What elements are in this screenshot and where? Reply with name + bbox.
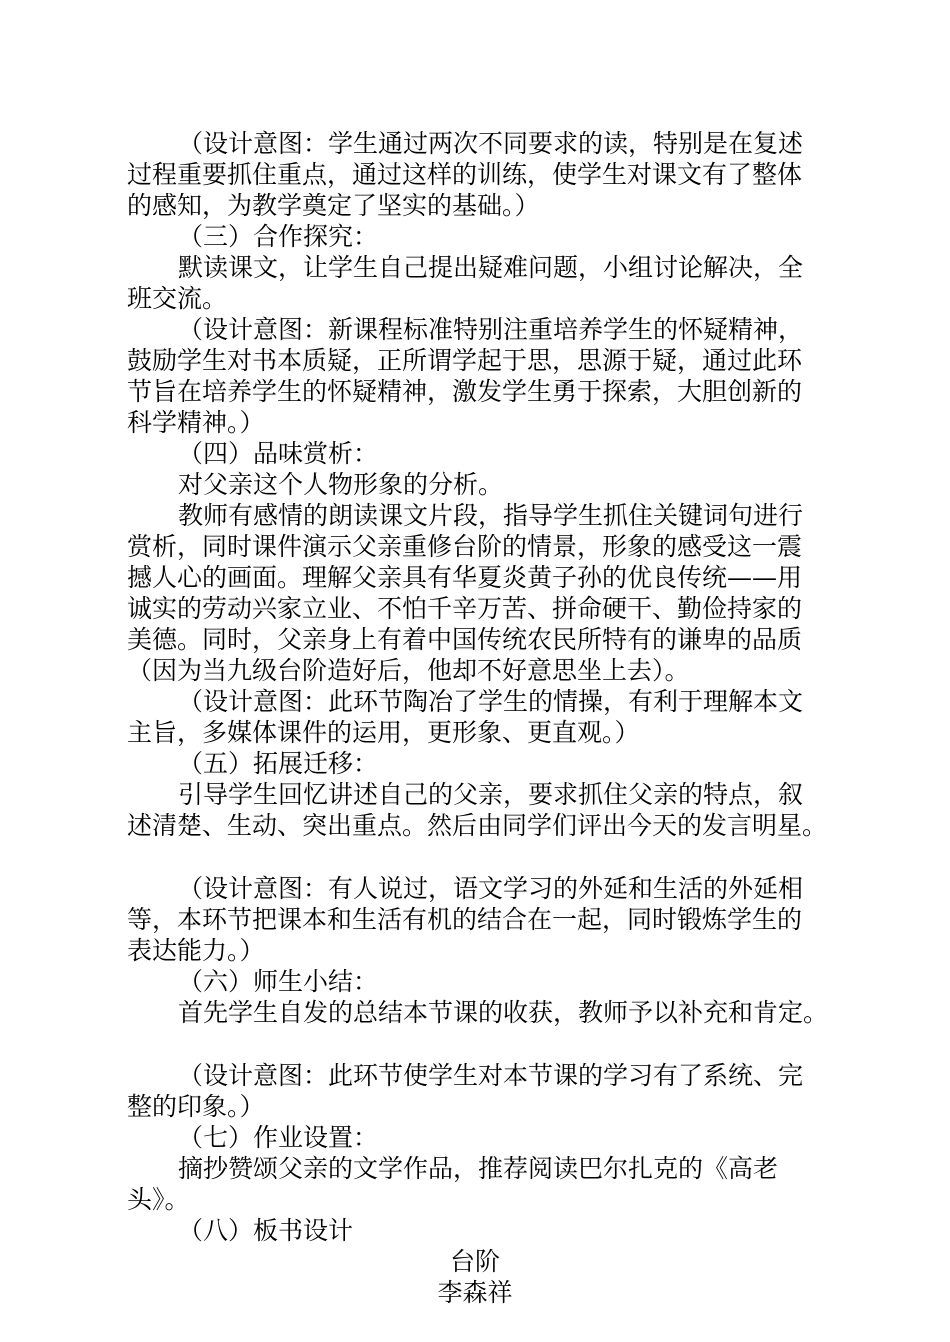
paragraph-line: 美德。同时，父亲身上有着中国传统农民所特有的谦卑的品质: [127, 625, 803, 654]
board-author: 李森祥: [437, 1278, 513, 1307]
paragraph-line: （设计意图：此环节使学生对本节课的学习有了系统、完: [178, 1061, 804, 1090]
paragraph-line: 述清楚、生动、突出重点。然后由同学们评出今天的发言明星。: [127, 811, 828, 840]
paragraph-line: （因为当九级台阶造好后，他却不好意思坐上去）。: [127, 656, 690, 685]
section-heading: （五）拓展迁移：: [178, 749, 379, 778]
paragraph-line: 鼓励学生对书本质疑，正所谓学起于思，思源于疑，通过此环: [127, 346, 803, 375]
board-title: 台阶: [449, 1247, 500, 1276]
paragraph-line: （设计意图：学生通过两次不同要求的读，特别是在复述: [178, 129, 804, 158]
paragraph-line: 的感知，为教学奠定了坚实的基础。）: [127, 191, 540, 220]
paragraph-line: 表达能力。）: [127, 936, 265, 965]
paragraph-line: （设计意图：有人说过，语文学习的外延和生活的外延相: [178, 874, 804, 903]
paragraph-line: 科学精神。）: [127, 408, 265, 437]
section-heading: （六）师生小结：: [178, 967, 379, 996]
paragraph-line: 班交流。: [127, 284, 228, 313]
paragraph-line: 对父亲这个人物形象的分析。: [178, 470, 504, 499]
paragraph-line: 诚实的劳动兴家立业、不怕千辛万苦、拼命硬干、勤俭持家的: [127, 594, 803, 623]
paragraph-line: 过程重要抓住重点，通过这样的训练，使学生对课文有了整体: [127, 160, 803, 189]
paragraph-line: 引导学生回忆讲述自己的父亲，要求抓住父亲的特点，叙: [178, 780, 804, 809]
paragraph-line: （设计意图：新课程标准特别注重培养学生的怀疑精神，: [178, 315, 804, 344]
paragraph-line: 摘抄赞颂父亲的文学作品，推荐阅读巴尔扎克的《高老: [178, 1154, 779, 1183]
paragraph-line: 教师有感情的朗读课文片段，指导学生抓住关键词句进行: [178, 501, 804, 530]
paragraph-line: 主旨，多媒体课件的运用，更形象、更直观。）: [127, 718, 640, 747]
paragraph-line: 首先学生自发的总结本节课的收获，教师予以补充和肯定。: [178, 998, 829, 1027]
paragraph-line: （设计意图：此环节陶冶了学生的情操，有利于理解本文: [178, 687, 804, 716]
paragraph-line: 撼人心的画面。理解父亲具有华夏炎黄子孙的优良传统——用: [127, 563, 803, 592]
section-heading: （三）合作探究：: [178, 222, 379, 251]
section-heading: （四）品味赏析：: [178, 439, 379, 468]
section-heading: （八）板书设计: [178, 1216, 354, 1245]
paragraph-line: 赏析，同时课件演示父亲重修台阶的情景，形象的感受这一震: [127, 532, 803, 561]
section-heading: （七）作业设置：: [178, 1123, 379, 1152]
paragraph-line: 整的印象。）: [127, 1092, 265, 1121]
paragraph-line: 节旨在培养学生的怀疑精神，激发学生勇于探索，大胆创新的: [127, 377, 803, 406]
paragraph-line: 等，本环节把课本和生活有机的结合在一起，同时锻炼学生的: [127, 905, 803, 934]
paragraph-line: 头》。: [127, 1185, 190, 1214]
paragraph-line: 默读课文，让学生自己提出疑难问题，小组讨论解决，全: [178, 253, 804, 282]
